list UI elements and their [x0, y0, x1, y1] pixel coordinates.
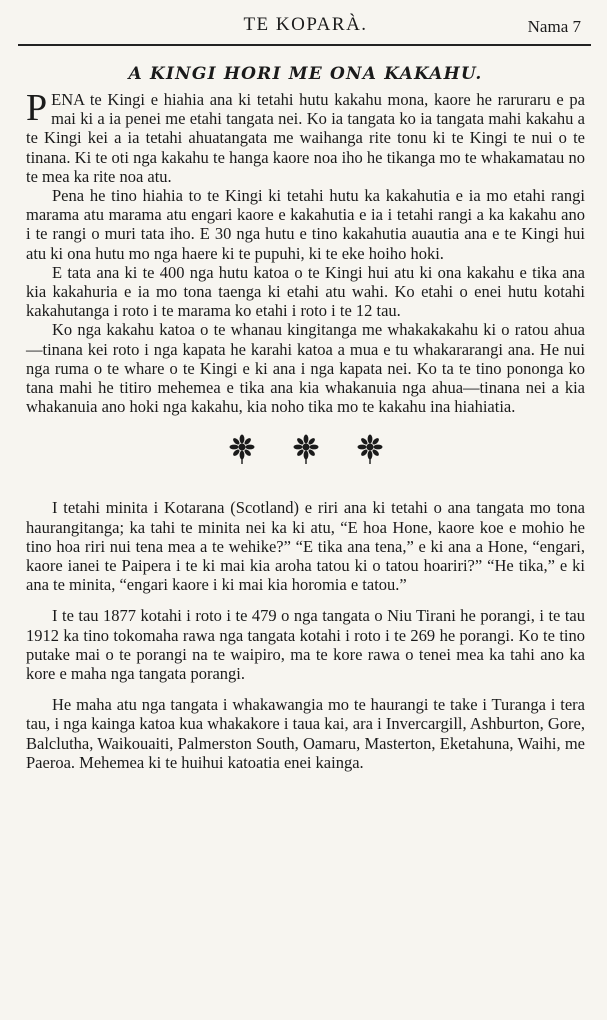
statistics-paragraph: I te tau 1877 kotahi i roto i te 479 o nga tangata o Niu Tirani he porangi, i te tau 1912 ka tino tokomaha rawa nga tangata kotahi i roto i te 269 he porangi. Ko te tino putake mai o te porangi na te waipiro, ma te kore rawa o tenei mea ka tahi ano ka kore e maha nga tangata porangi. — [26, 606, 585, 684]
section-divider — [26, 434, 585, 464]
flower-ornament-icon — [227, 434, 257, 464]
drop-cap: P — [26, 87, 48, 129]
article-heading: A KINGI HORI ME ONA KAKAHU. — [128, 64, 483, 84]
flower-ornament-icon — [291, 434, 321, 464]
publication-title: TE KOPARÀ. — [243, 14, 368, 35]
paragraph-1-text: ENA te Kingi e hiahia ana ki tetahi hutu kakahu mona, kaore he raruraru e pa mai ki a ia penei me etahi tangata nei. Ko ia tangata ko ia tangata mahi kakahu a te Kingi kei a ia tetahi ahuatangata me waihanga rite tonu ki te Kingi te nui o te tinana. Ki te oti nga kakahu te hanga kaore noa iho he tikanga mo te whakamatau no te mea ka rite noa atu. — [26, 90, 585, 186]
article-paragraph-2: Pena he tino hiahia to te Kingi ki tetahi hutu ka kakahutia e ia mo etahi rangi marama atu marama atu engari kaore e kakahutia e ia i tetahi rangi a ka kakahu ano i te rangi o muri tata iho. E 30 nga hutu e tino kakahutia auautia ana e te Kingi hui atu ki ona hutu mo nga haere ki te pupuhi, ki te eke hoiho hoki. — [26, 186, 585, 263]
anecdote-paragraph: I tetahi minita i Kotarana (Scotland) e riri ana ki tetahi o ana tangata mo tona haurangitanga; ka tahi te minita nei ka ki atu, “E hoa Hone, kaore koe e mohio he tino hoa riri nui tena mea a te wehike?” “E tika ana tena,” e ki ana a Hone, “engari, kaore ianei te Paipera i te ki mai kia aroha tatou ki o tatou hoariri?” “He tika,” e ki ana te minita, “engari kaore i ki mai kia horomia e tatou.” — [26, 498, 585, 595]
flower-ornament-icon — [355, 434, 385, 464]
article-paragraph-1 — [26, 87, 585, 186]
page-number: Nama 7 — [527, 17, 581, 36]
running-header — [26, 0, 585, 44]
article-paragraph-4: Ko nga kakahu katoa o te whanau kingitanga me whakakakahu ki o ratou ahua—tinana kei roto i nga kapata he karahi katoa a mua e tu whakararangi ana. He nui nga ruma o te whare o te Kingi e ki ana i nga kapata nei. Ko ta te tino pononga ko tana mahi he titiro mehemea e tika ana kia whakanuia nga ahua—tinana nei a kia whakanuia ano hoki nga kakahu, kia noho tika mo te kakahu ina hiahiatia. — [26, 320, 585, 417]
towns-paragraph: He maha atu nga tangata i whakawangia mo te haurangi te take i Turanga i tera tau, i nga kainga katoa kua whakakore i taua kai, ara i Invercargill, Ashburton, Gore, Balclutha, Waikouaiti, Palmerston South, Oamaru, Masterton, Eketahuna, Waihi, me Paeroa. Mehemea ki te huihui katoatia enei kainga. — [26, 695, 585, 772]
article-paragraph-3: E tata ana ki te 400 nga hutu katoa o te Kingi hui atu ki ona kakahu e tika ana kia kakahuria e ia mo tona taenga ki etahi atu wahi. Ko etahi o enei hutu kotahi kakahutanga i roto i te marama ko etahi i roto i te 12 tau. — [26, 262, 585, 321]
header-rule — [18, 44, 591, 46]
